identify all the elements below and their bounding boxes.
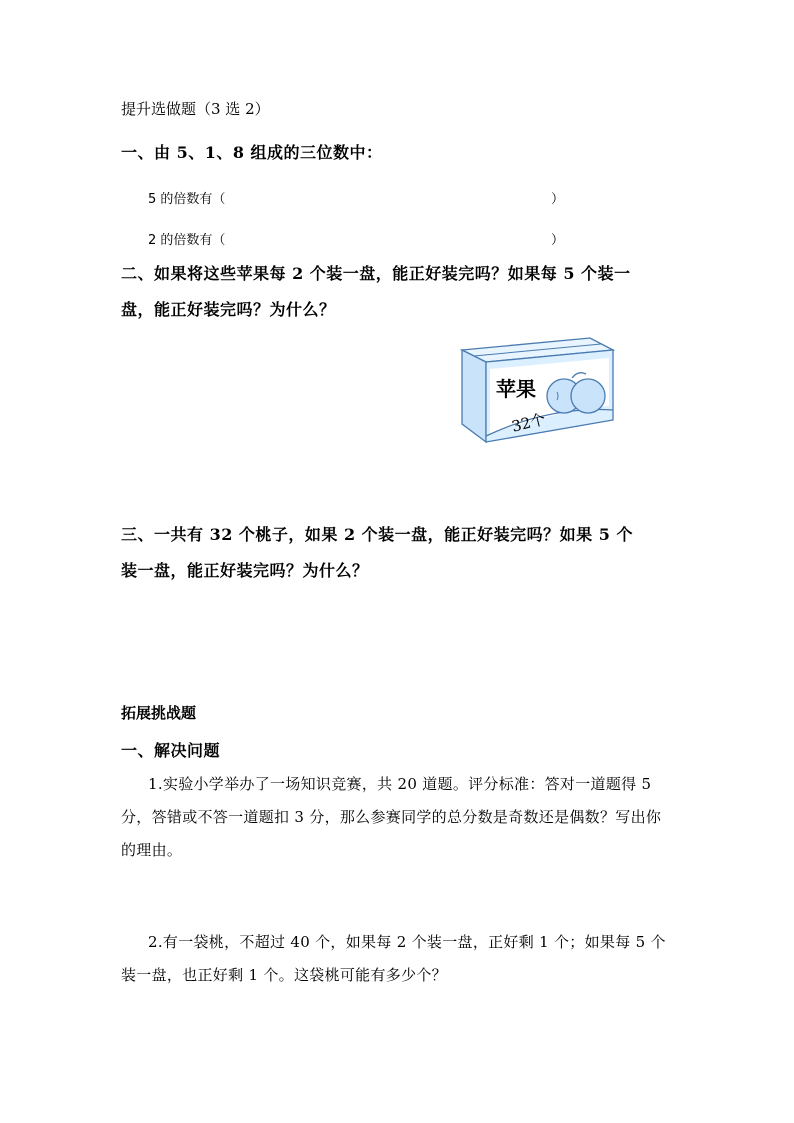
question-1-title: 一、由 5、1、8 组成的三位数中： <box>121 143 383 162</box>
question-2-line-2: 盘，能正好装完吗？为什么？ <box>121 300 336 319</box>
problem-solving-subtitle: 一、解决问题 <box>121 741 221 760</box>
multiples-of-5-close: ） <box>551 192 565 207</box>
box-side-face <box>462 350 486 442</box>
question-3-line-2: 装一盘，能正好装完吗？为什么？ <box>121 561 369 580</box>
problem-1-line-1: 1.实验小学举办了一场知识竞赛，共 20 道题。评分标准：答对一道题得 5 <box>148 775 652 793</box>
question-2-line-1: 二、如果将这些苹果每 2 个装一盘，能正好装完吗？如果每 5 个装一 <box>121 264 631 283</box>
box-count-text: 32个 <box>509 409 548 436</box>
multiples-of-2-close: ） <box>551 233 565 248</box>
box-label-text: 苹果 <box>496 377 536 401</box>
problem-2-line-2: 装一盘，也正好剩 1 个。这袋桃可能有多少个？ <box>121 966 447 984</box>
section-title-optional: 提升选做题（3 选 2） <box>121 100 270 118</box>
problem-2-line-1: 2.有一袋桃，不超过 40 个，如果每 2 个装一盘，正好剩 1 个；如果每 5 个 <box>148 933 666 951</box>
question-3-line-1: 三、一共有 32 个桃子，如果 2 个装一盘，能正好装完吗？如果 5 个 <box>121 525 633 544</box>
section-title-challenge: 拓展挑战题 <box>121 704 197 722</box>
problem-1-line-2: 分，答错或不答一道题扣 3 分，那么参赛同学的总分数是奇数还是偶数？写出你 <box>121 808 662 826</box>
apple-box-illustration <box>460 336 615 444</box>
apple-icon <box>571 379 605 413</box>
problem-1-line-3: 的理由。 <box>121 841 183 859</box>
multiples-of-5-label: 5 的倍数有（ <box>148 192 226 207</box>
multiples-of-2-label: 2 的倍数有（ <box>148 233 226 248</box>
